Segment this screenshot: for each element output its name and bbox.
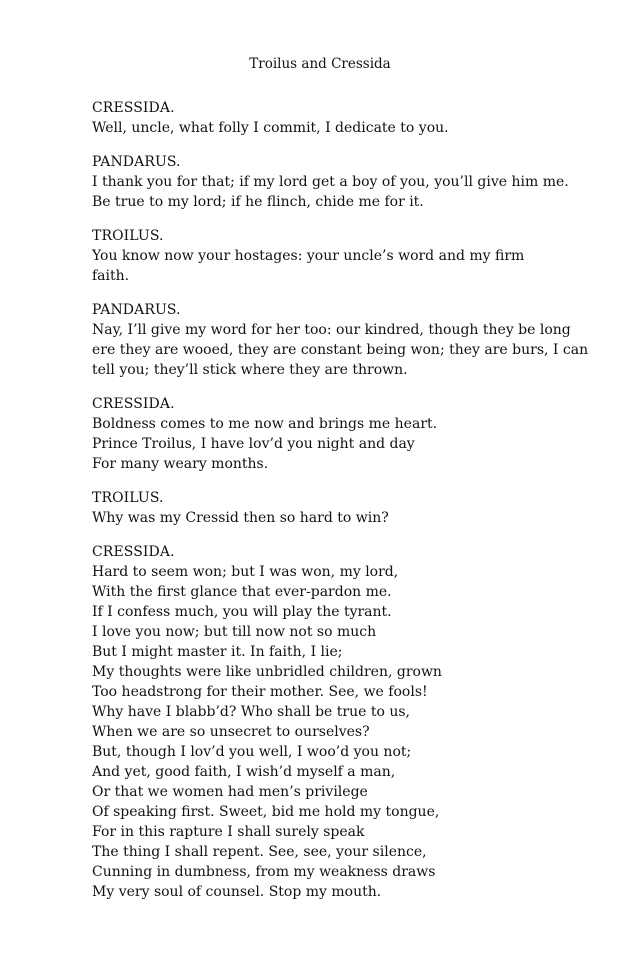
speaker-name: PANDARUS. <box>92 302 181 318</box>
speech-list <box>92 98 638 902</box>
dialogue-line: tell you; they’ll stick where they are thrown. <box>92 362 408 378</box>
dialogue-line: Boldness comes to me now and brings me heart. <box>92 416 438 432</box>
speaker-name: CRESSIDA. <box>92 396 175 412</box>
dialogue-line: The thing I shall repent. See, see, your silence, <box>92 844 427 860</box>
dialogue-line: Or that we women had men’s privilege <box>92 784 368 800</box>
dialogue-line: When we are so unsecret to ourselves? <box>92 724 370 740</box>
speaker-name: TROILUS. <box>92 228 164 244</box>
dialogue-line: ere they are wooed, they are constant being won; they are burs, I can <box>92 342 589 358</box>
speech-block <box>92 226 562 286</box>
dialogue-line: Be true to my lord; if he flinch, chide me for it. <box>92 194 424 210</box>
speaker-name: CRESSIDA. <box>92 100 175 116</box>
speech-block <box>92 394 562 474</box>
dialogue-line: faith. <box>92 268 130 284</box>
dialogue-line: But, though I lov’d you well, I woo’d you not; <box>92 744 412 760</box>
speech-block <box>92 542 562 902</box>
dialogue-line: For in this rapture I shall surely speak <box>92 824 365 840</box>
dialogue-line: You know now your hostages: your uncle’s word and my firm <box>92 248 525 264</box>
speaker-name: TROILUS. <box>92 490 164 506</box>
dialogue-line: Well, uncle, what folly I commit, I dedicate to you. <box>92 120 449 136</box>
dialogue-line: I love you now; but till now not so much <box>92 624 377 640</box>
dialogue-line: For many weary months. <box>92 456 269 472</box>
dialogue-line: If I confess much, you will play the tyrant. <box>92 604 392 620</box>
dialogue-line: Too headstrong for their mother. See, we fools! <box>92 684 428 700</box>
speech-block <box>92 300 589 380</box>
document-title: Troilus and Cressida <box>249 56 391 72</box>
dialogue-line: But I might master it. In faith, I lie; <box>92 644 343 660</box>
dialogue-line: Why have I blabb’d? Who shall be true to us, <box>92 704 410 720</box>
dialogue-line: Cunning in dumbness, from my weakness draws <box>92 864 436 880</box>
speaker-name: PANDARUS. <box>92 154 181 170</box>
dialogue-line: And yet, good faith, I wish’d myself a man, <box>92 764 396 780</box>
dialogue-line: Hard to seem won; but I was won, my lord, <box>92 564 399 580</box>
dialogue-line: With the first glance that ever-pardon me. <box>92 584 392 600</box>
dialogue-line: Of speaking first. Sweet, bid me hold my tongue, <box>92 804 440 820</box>
dialogue-line: Why was my Cressid then so hard to win? <box>92 510 389 526</box>
dialogue-line: My very soul of counsel. Stop my mouth. <box>92 884 382 900</box>
speech-block <box>92 488 562 528</box>
speech-block <box>92 152 569 212</box>
dialogue-line: Nay, I’ll give my word for her too: our kindred, though they be long <box>92 322 571 338</box>
dialogue-line: I thank you for that; if my lord get a boy of you, you’ll give him me. <box>92 174 569 190</box>
dialogue-line: Prince Troilus, I have lov’d you night and day <box>92 436 415 452</box>
speech-block <box>92 98 562 138</box>
dialogue-line: My thoughts were like unbridled children, grown <box>92 664 442 680</box>
speaker-name: CRESSIDA. <box>92 544 175 560</box>
